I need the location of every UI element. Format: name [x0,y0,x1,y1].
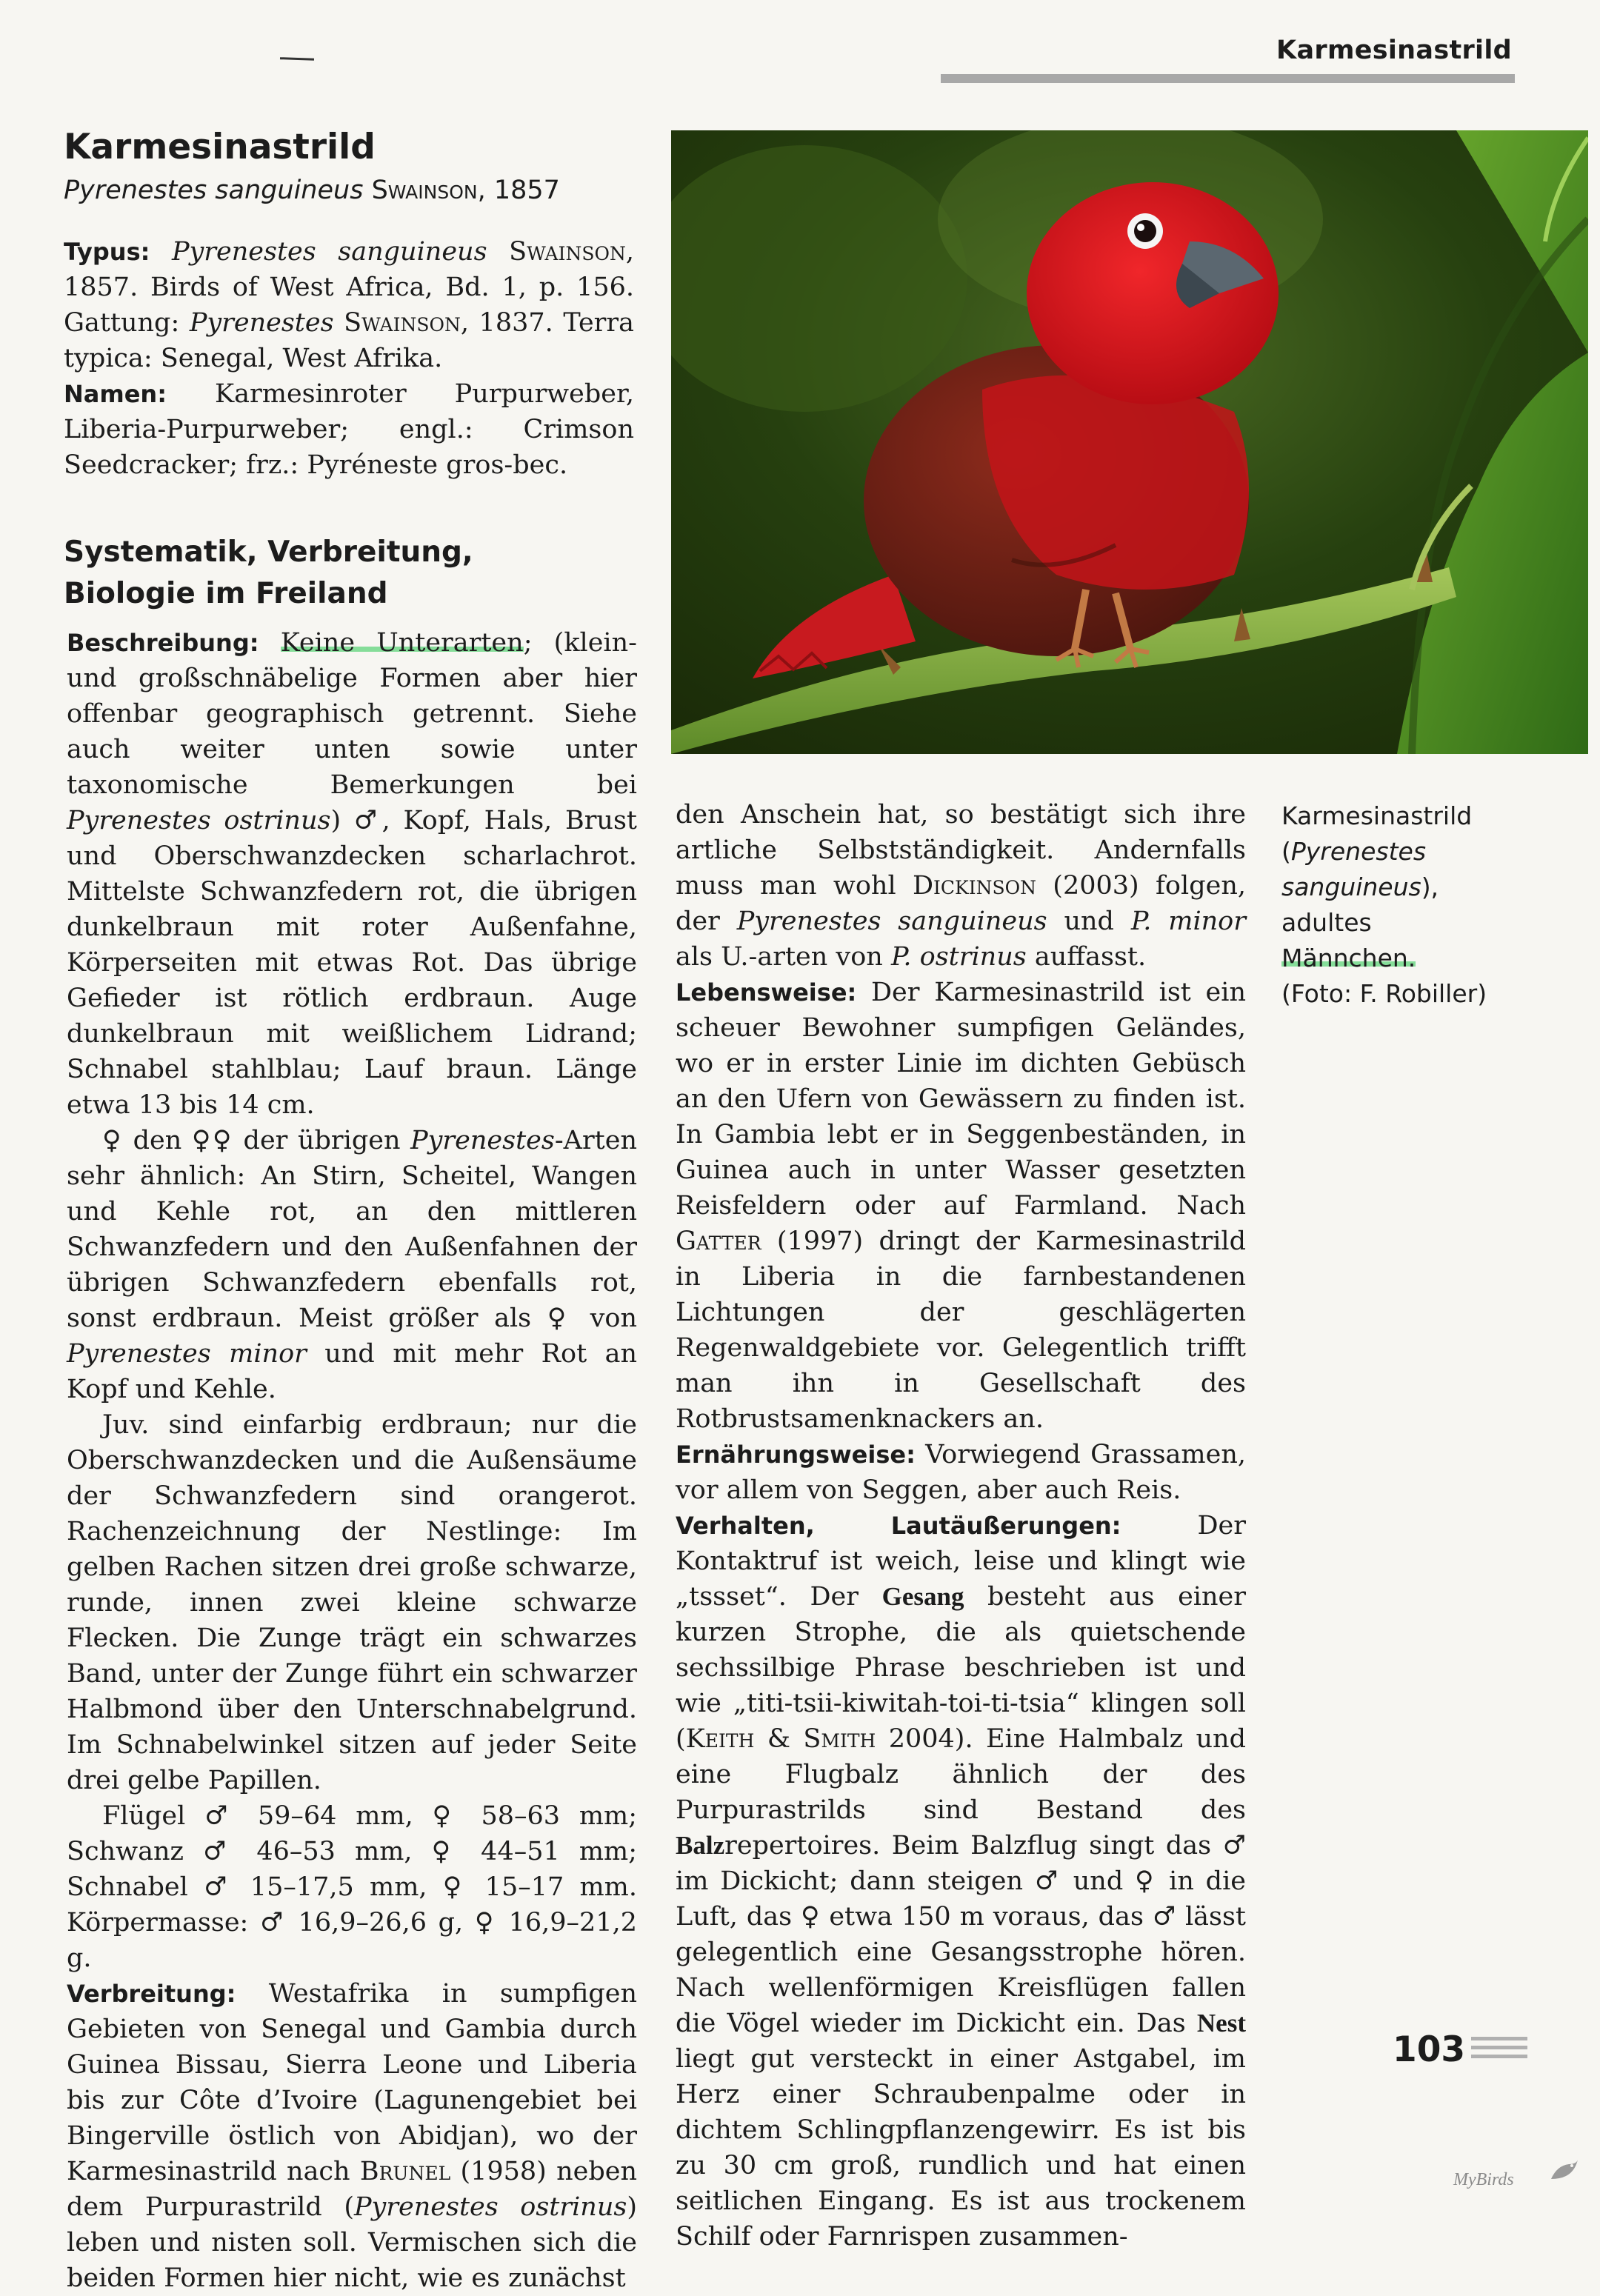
typus-genus: Pyrenestes [189,308,334,338]
running-header-bar [941,74,1515,83]
female-text3: und mit mehr Rot an Kopf und Kehle. [67,1339,637,1404]
watermark-text: MyBirds [1453,2170,1514,2189]
gesang-term: Gesang [881,1582,964,1611]
continuation-text3: und [1047,907,1131,936]
lebensweise-text2: (1997) dringt der Karmesinastrild in Liberia in die farnbestandenen Lichtungen der geschlägerten Regenwaldgebiete vor. Gelegentlich trifft man ihn in Gesellschaft des Rotbrustsamenknackers an. [676,1227,1246,1434]
bird-photo [671,130,1588,754]
typus-rest: , 1837. Terra typica: Senegal, West Afrika. [64,308,634,373]
verbreitung-author: Brunel [359,2157,451,2186]
verhalten-paragraph [676,1508,1246,2255]
page-number: 103 [1393,2029,1466,2070]
ernaehrung-paragraph [676,1437,1246,1508]
balz-term: Balz [676,1831,725,1860]
running-header [941,31,1515,98]
verbreitung-text: Westafrika in sumpfigen Gebieten von Senegal und Gambia durch Guinea Bissau, Sierra Leone und Liberia bis zur Côte d’Ivoire (Lagunengebiet bei Bingerville östlich von Abidjan), wo der Karmesinastrild nach [67,1979,637,2186]
verhalten-author: Keith & Smith [685,1724,876,1754]
caption-highlight: Männchen. [1281,944,1416,972]
verbreitung-label: Verbreitung: [67,1980,236,2008]
continuation-italic3: P. ostrinus [890,942,1027,972]
typus-label: Typus: [64,238,150,266]
caption-close: ), adultes [1281,872,1439,937]
verbreitung-paragraph [67,1976,637,2296]
species-title: Karmesinastrild [64,127,376,167]
section-heading [64,532,641,615]
typus-block [64,234,634,483]
bird-logo-icon [1547,2157,1581,2191]
lebensweise-author: Gatter [676,1227,761,1256]
continuation-author: Dickinson [912,871,1036,901]
typus-author2: Swainson [344,308,461,338]
verhalten-text3: 2004). Eine Halmbalz und eine Flugbalz ähnlich der des Purpurastrilds sind Bestand des [676,1724,1246,1825]
page-number-bars [1471,2037,1527,2066]
text-column-left [67,625,637,2296]
species-scientific-name [64,174,641,208]
scientific-name-italic: Pyrenestes sanguineus [64,175,364,205]
running-header-title: Karmesinastrild [1276,36,1512,65]
verhalten-text4: repertoires. Beim Balzflug singt das ♂ im Dickicht; dann steigen ♂ und ♀ in die Luft, das ♀ etwa 150 m voraus, das ♂ lässt gelegentlich eine Gesangsstrophe hören. Nach wellenförmigen Kreisflügen fallen die Vögel wieder im Dickicht ein. Das [676,1831,1246,2038]
verhalten-text2: besteht aus einer kurzen Strophe, die als quietschende sechssilbige Phrase beschrieben ist und wie „titi-tsii-kiwitah-toi-ti-tsia“ klingen soll ( [676,1582,1246,1754]
caption-sci [1281,834,1519,941]
continuation-italic2: P. minor [1130,907,1246,936]
verbreitung-text3: ) leben und nisten soll. Vermischen sich die beiden Formen hier nicht, wie es zunächst [67,2192,637,2293]
nest-term: Nest [1196,2009,1246,2038]
beschreibung-label: Beschreibung: [67,629,259,657]
typus-author: Swainson [509,237,626,267]
section-heading-line1: Systematik, Verbreitung, [64,535,473,569]
lebensweise-label: Lebensweise: [676,978,857,1007]
lebensweise-paragraph [676,975,1246,1437]
pen-mark [280,57,314,61]
ernaehrung-text: Vorwiegend Grassamen, vor allem von Seggen, aber auch Reis. [676,1440,1246,1505]
typus-paragraph [64,234,634,376]
highlighted-text: Keine Unterarten [280,628,524,658]
continuation-text4: als U.-arten von [676,942,891,972]
verhalten-text: Der Kontaktruf ist weich, leise und klingt wie „tssset“. Der [676,1511,1246,1612]
caption-male [1281,941,1519,976]
verhalten-label: Verhalten, Lautäußerungen: [676,1512,1121,1540]
beschreibung-paragraph [67,625,637,1123]
female-italic2: Pyrenestes minor [67,1339,307,1369]
beschreibung-text2: ) ♂, Kopf, Hals, Brust und Oberschwanzdecken scharlachrot. Mittelste Schwanzfedern rot, die übrigen dunkelbraun mit roter Außenfahne, Körperseiten mit etwas Rot. Das übrige Gefieder ist rötlich erdbraun. Auge dunkelbraun mit weißlichem Lidrand; Schnabel stahlblau; Lauf braun. Länge etwa 13 bis 14 cm. [67,806,637,1120]
measurements-paragraph: Flügel ♂ 59–64 mm, ♀ 58–63 mm; Schwanz ♂ 46–53 mm, ♀ 44–51 mm; Schnabel ♂ 15–17,5 mm, ♀ 15–17 mm. Körpermasse: ♂ 16,9–26,6 g, ♀ 16,9–21,2 g. [67,1801,637,1973]
beschreibung-text: ; (klein- und großschnäbelige Formen aber hier offenbar geographisch getrennt. Siehe auch weiter unten sowie unter taxonomische Bemerkungen bei [67,628,637,800]
photo-caption [1281,798,1519,1012]
text-column-right [676,797,1246,2255]
section-heading-line2: Biologie im Freiland [64,577,388,610]
verbreitung-text2: (1958) neben dem Purpurastrild ( [67,2157,638,2222]
continuation-italic1: Pyrenestes sanguineus [736,907,1047,936]
typus-sci: Pyrenestes sanguineus [171,237,487,267]
author-year: , 1857 [477,175,560,205]
continuation-paragraph [676,797,1246,975]
female-paragraph [67,1123,637,1407]
caption-italic: Pyrenestes sanguineus [1281,837,1427,901]
beschreibung-italic: Pyrenestes ostrinus [67,806,331,835]
typus-ref: , 1857. Birds of West Africa, Bd. 1, p. 156. Gattung: [64,237,634,338]
namen-label: Namen: [64,380,167,408]
female-text2: -Arten sehr ähnlich: An Stirn, Scheitel, Wangen und Kehle rot, an den mittleren Schwanzfedern und den Außenfahnen der übrigen Schwanzfedern ebenfalls rot, sonst erdbraun. Meist größer als ♀ von [67,1126,637,1333]
species-header [64,126,641,207]
namen-paragraph [64,376,634,483]
caption-open: ( [1281,837,1291,866]
continuation-text2: (2003) folgen, der [676,871,1246,936]
female-text: ♀ den ♀♀ der übrigen [102,1126,411,1155]
lebensweise-text: Der Karmesinastrild ist ein scheuer Bewohner sumpfigen Geländes, wo er in erster Linie im dichten Gebüsch an den Ufern von Gewässern zu finden ist. In Gambia lebt er in Seggenbeständen, in Guinea auch in unter Wasser gesetzten Reisfeldern oder auf Farmland. Nach [676,978,1246,1221]
ernaehrung-label: Ernährungsweise: [676,1441,916,1469]
female-italic: Pyrenestes [410,1126,555,1155]
verhalten-text5: liegt gut versteckt in einer Astgabel, im Herz einer Schraubenpalme oder in dichtem Schlingpflanzengewirr. Es ist bis zu 30 cm groß, rundlich und hat einen seitlichen Eingang. Es ist aus trockenem Schilf oder Farnrispen zusammen- [676,2044,1246,2252]
namen-text: Karmesinroter Purpurweber, Liberia-Purpurweber; engl.: Crimson Seedcracker; frz.: Pyréneste gros-bec. [64,379,634,480]
verbreitung-italic: Pyrenestes ostrinus [353,2192,627,2222]
juvenile-paragraph: Juv. sind einfarbig erdbraun; nur die Oberschwanzdecken und die Außensäume der Schwanzfedern sind orangerot. Rachenzeichnung der Nestlinge: Im gelben Rachen sitzen drei große schwarze, runde, innen zwei kleine schwarze Flecken. Die Zunge trägt ein schwarzes Band, unter der Zunge führt ein schwarzer Halbmond über den Unterschnabelgrund. Im Schnabelwinkel sitzen auf jeder Seite drei gelbe Papillen. [67,1410,637,1795]
caption-credit: (Foto: F. Robiller) [1281,979,1487,1008]
author-name: Swainson [371,175,478,205]
caption-title: Karmesinastrild [1281,801,1473,830]
continuation-text: den Anschein hat, so bestätigt sich ihre artliche Selbstständigkeit. Andernfalls muss man wohl [676,800,1246,901]
continuation-text5: auffasst. [1026,942,1147,972]
